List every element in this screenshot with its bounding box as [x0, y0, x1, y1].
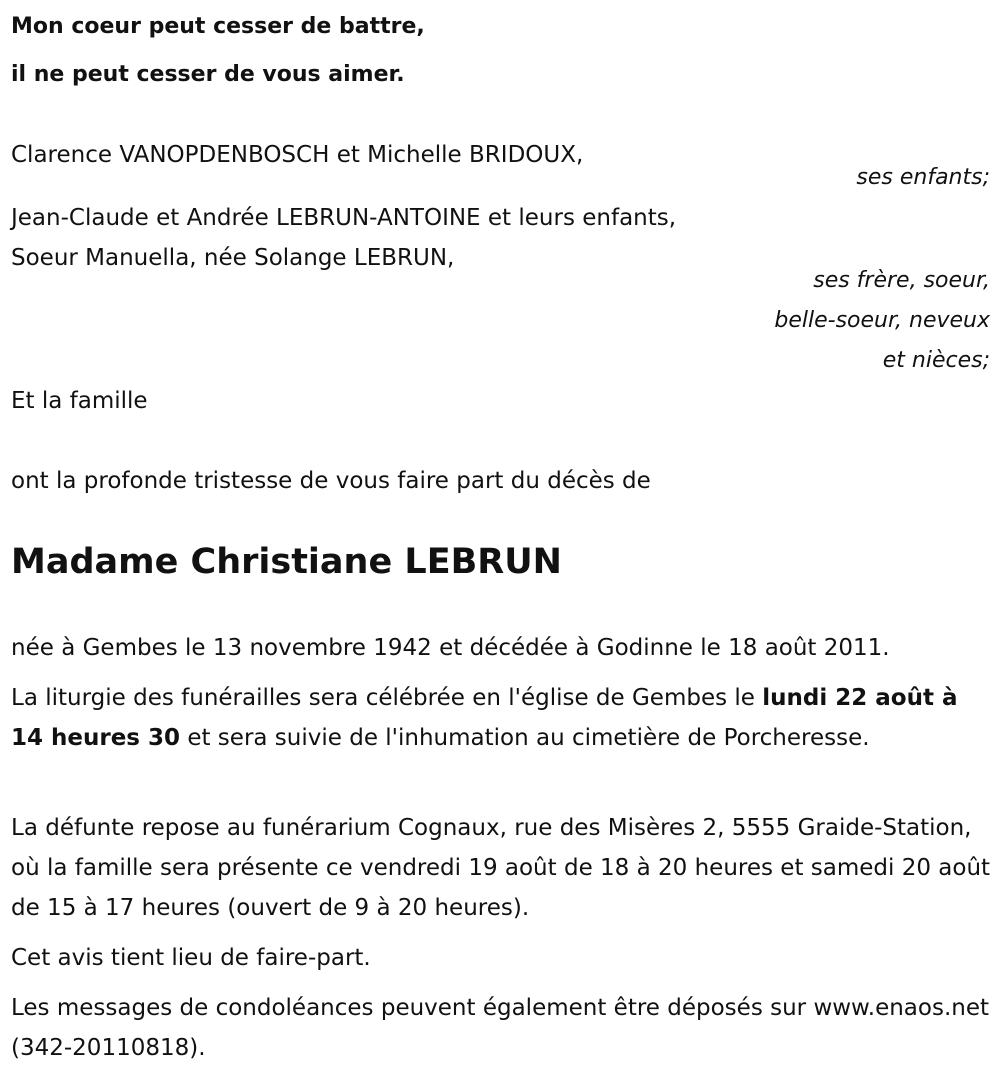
- notice-line: Cet avis tient lieu de faire-part.: [11, 945, 371, 971]
- children-names: Clarence VANOPDENBOSCH et Michelle BRIDOUX,: [11, 142, 584, 168]
- liturgy-date-time: lundi 22 août à 14 heures 30: [11, 685, 958, 751]
- condolences-paragraph: Les messages de condoléances peuvent également être déposés sur www.enaos.net (342-20110818).: [11, 995, 990, 1061]
- children-role: ses enfants;: [856, 165, 990, 190]
- birth-death: née à Gembes le 13 novembre 1942 et décédée à Godinne le 18 août 2011.: [11, 635, 890, 661]
- siblings-role-1: ses frère, soeur,: [813, 268, 990, 293]
- siblings-line-2: Soeur Manuella, née Solange LEBRUN,: [11, 245, 455, 271]
- epigraph-line-1: Mon coeur peut cesser de battre,: [11, 14, 425, 39]
- funerarium-paragraph: La défunte repose au funérarium Cognaux, rue des Misères 2, 5555 Graide-Station, où la famille sera présente ce vendredi 19 août de 18 à 20 heures et samedi 20 août de 15 à 17 heures (ouvert de 9 à 20 heures).: [11, 815, 991, 921]
- siblings-line-1: Jean-Claude et Andrée LEBRUN-ANTOINE et leurs enfants,: [11, 205, 677, 231]
- liturgy-text-start: La liturgie des funérailles sera célébrée en l'église de Gembes le: [11, 685, 763, 711]
- siblings-role-2: belle-soeur, neveux: [774, 308, 990, 333]
- liturgy-paragraph: [11, 678, 996, 758]
- family-line: Et la famille: [11, 388, 148, 414]
- deceased-name: Madame Christiane LEBRUN: [11, 542, 562, 582]
- announcement: ont la profonde tristesse de vous faire part du décès de: [11, 468, 651, 494]
- liturgy-text-end: et sera suivie de l'inhumation au cimetière de Porcheresse.: [180, 725, 870, 751]
- siblings-role-3: et nièces;: [882, 348, 990, 373]
- epigraph-line-2: il ne peut cesser de vous aimer.: [11, 62, 405, 87]
